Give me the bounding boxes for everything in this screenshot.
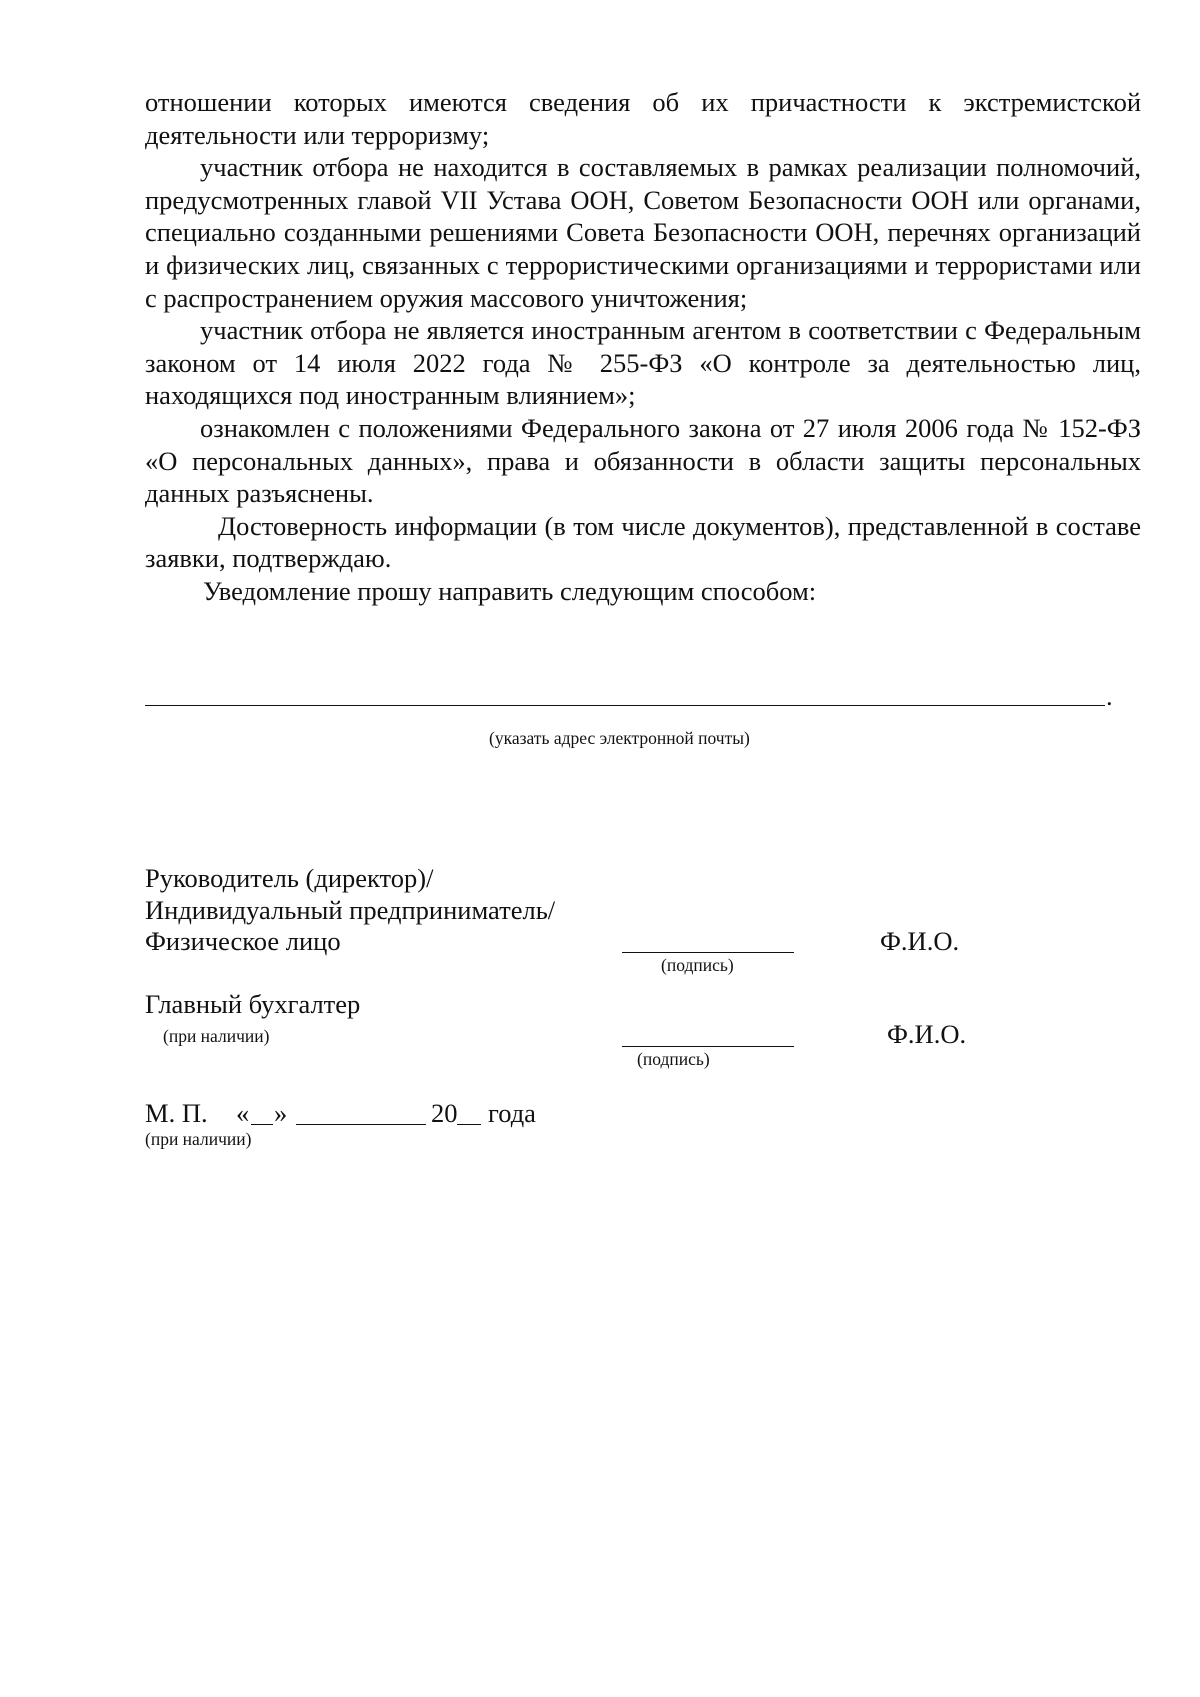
head-fio: Ф.И.О.: [880, 926, 960, 956]
date-quote-close: »: [274, 1098, 288, 1128]
head-signature-line[interactable]: [622, 952, 794, 953]
stamp-note: (при наличии): [145, 1129, 252, 1149]
accountant-signature-line[interactable]: [622, 1046, 794, 1047]
date-year-prefix: 20: [431, 1098, 458, 1128]
head-signature-caption: (подпись): [661, 955, 734, 975]
accountant-fio: Ф.И.О.: [887, 1019, 967, 1049]
date-month-line[interactable]: [296, 1124, 426, 1125]
paragraph-notification: Уведомление прошу направить следующим способом:: [203, 575, 817, 606]
body-text: [145, 86, 1141, 608]
head-title-line1: Руководитель (директор)/: [145, 863, 434, 893]
date-year-suffix: года: [488, 1098, 536, 1128]
paragraph-personal-data: ознакомлен с положениями Федерального закона от 27 июля 2006 года № 152-ФЗ «О персональных данных», права и обязанности в области защиты персональных данных разъяснены.: [145, 412, 1141, 509]
date-quote-open: «: [236, 1098, 250, 1128]
paragraph-reliability: Достоверность информации (в том числе документов), представленной в составе заявки, подтверждаю.: [145, 510, 1141, 574]
email-caption: (указать адрес электронной почты): [489, 728, 750, 748]
email-line-end-mark: .: [1106, 681, 1113, 711]
paragraph-foreign-agent: участник отбора не является иностранным агентом в соответствии с Федеральным законом от 14 июля 2022 года № 255-ФЗ «О контроле за деятельностью лиц, находящихся под иностранным влиянием»;: [145, 315, 1141, 411]
accountant-note: (при наличии): [163, 1026, 270, 1046]
email-input-line[interactable]: [145, 705, 1105, 706]
accountant-signature-caption: (подпись): [637, 1049, 710, 1069]
head-title-line2: Индивидуальный предприниматель/: [145, 895, 556, 925]
date-year-line[interactable]: [457, 1124, 481, 1125]
paragraph-extremism: отношении которых имеются сведения об их причастности к экстремистской деятельности или терроризму;: [145, 87, 1141, 150]
accountant-title: Главный бухгалтер: [145, 989, 361, 1019]
date-day-line[interactable]: [251, 1124, 273, 1125]
stamp-label: М. П.: [145, 1098, 208, 1128]
paragraph-un-lists: участник отбора не находится в составляемых в рамках реализации полномочий, предусмотренных главой VII Устава ООН, Советом Безопасности ООН или органами, специально созданными решениями Совета Безопасности ООН, перечнях организаций и физических лиц, связанных с террористическими организациями и террористами или с распространением оружия массового уничтожения;: [145, 152, 1141, 313]
head-title-line3: Физическое лицо: [145, 926, 341, 956]
